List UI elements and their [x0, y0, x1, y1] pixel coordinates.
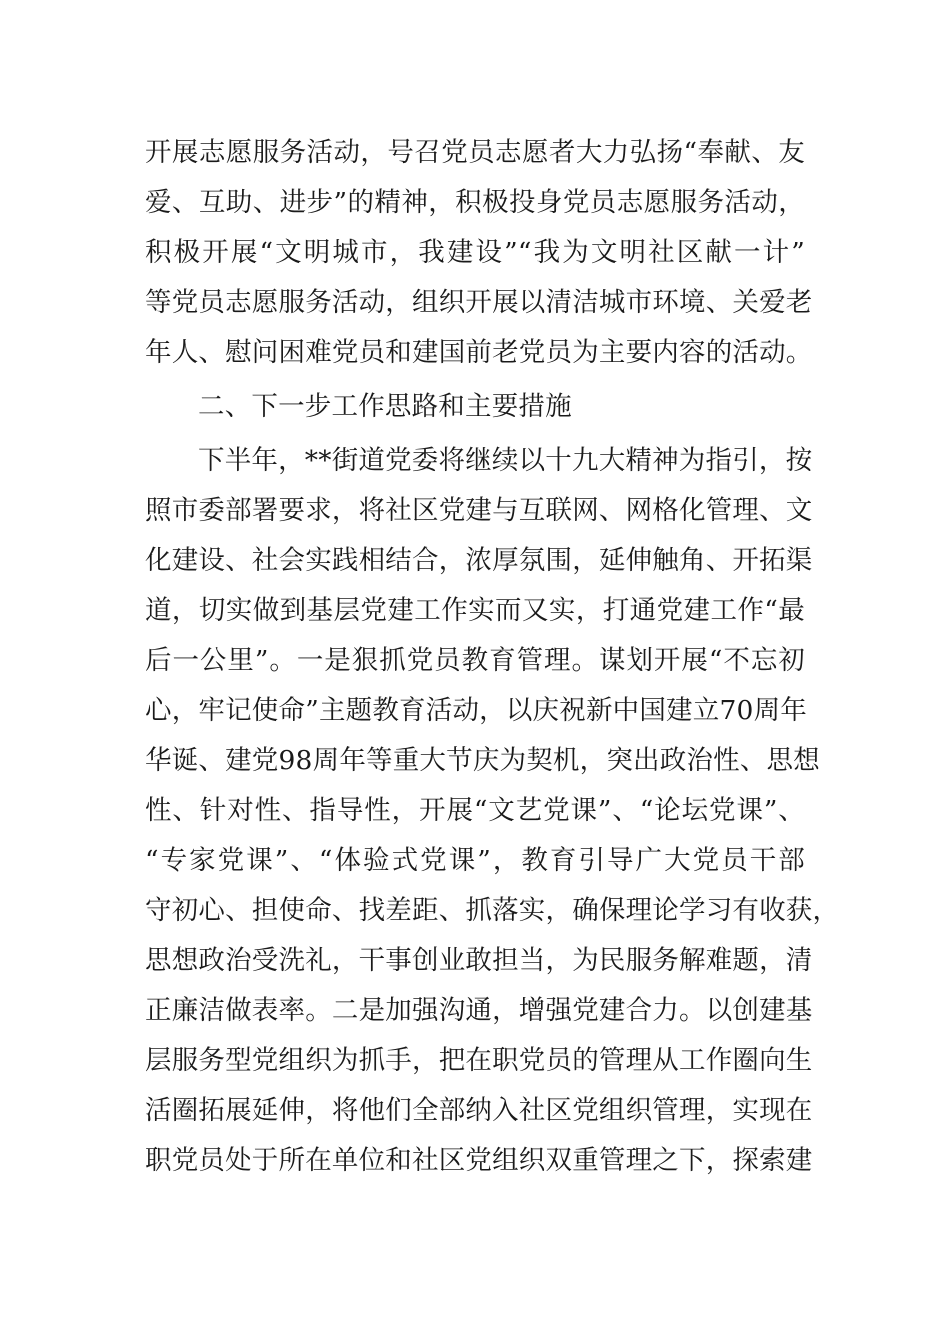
text-line: 道，切实做到基层党建工作实而又实，打通党建工作“最: [145, 595, 805, 626]
text-line: 后一公里”。一是狠抓党员教育管理。谋划开展“不忘初: [145, 645, 805, 676]
text-line: 层服务型党组织为抓手，把在职党员的管理从工作圈向生: [145, 1045, 813, 1076]
text-line: 等党员志愿服务活动，组织开展以清洁城市环境、关爱老: [145, 287, 813, 318]
text-line: 照市委部署要求，将社区党建与互联网、网格化管理、文: [145, 495, 813, 526]
text-line: “专家党课”、“体验式党课”，教育引导广大党员干部: [145, 845, 805, 876]
text-line: 积极开展“文明城市，我建设”“我为文明社区献一计”: [145, 237, 805, 268]
text-line: 职党员处于所在单位和社区党组织双重管理之下，探索建: [145, 1145, 813, 1176]
text-line: 活圈拓展延伸，将他们全部纳入社区党组织管理，实现在: [145, 1095, 813, 1126]
text-line: 化建设、社会实践相结合，浓厚氛围，延伸触角、开拓渠: [145, 545, 813, 576]
text-line: 正廉洁做表率。二是加强沟通，增强党建合力。以创建基: [145, 995, 813, 1026]
section-heading: 二、下一步工作思路和主要措施: [198, 391, 572, 422]
text-line: 守初心、担使命、找差距、抓落实，确保理论学习有收获，: [145, 895, 840, 926]
text-line: 性、针对性、指导性，开展“文艺党课”、“论坛党课”、: [145, 795, 805, 826]
text-line: 年人、慰问困难党员和建国前老党员为主要内容的活动。: [145, 337, 813, 368]
text-line: 心，牢记使命”主题教育活动，以庆祝新中国建立70周年: [145, 695, 807, 726]
paragraph-first-line: 下半年，**街道党委将继续以十九大精神为指引，按: [198, 445, 813, 476]
text-line: 思想政治受洗礼，干事创业敢担当，为民服务解难题，清: [145, 945, 813, 976]
text-line: 华诞、建党98周年等重大节庆为契机，突出政治性、思想: [145, 745, 820, 776]
text-line: 爱、互助、进步”的精神，积极投身党员志愿服务活动，: [145, 187, 805, 218]
text-line: 开展志愿服务活动，号召党员志愿者大力弘扬“奉献、友: [145, 137, 805, 168]
